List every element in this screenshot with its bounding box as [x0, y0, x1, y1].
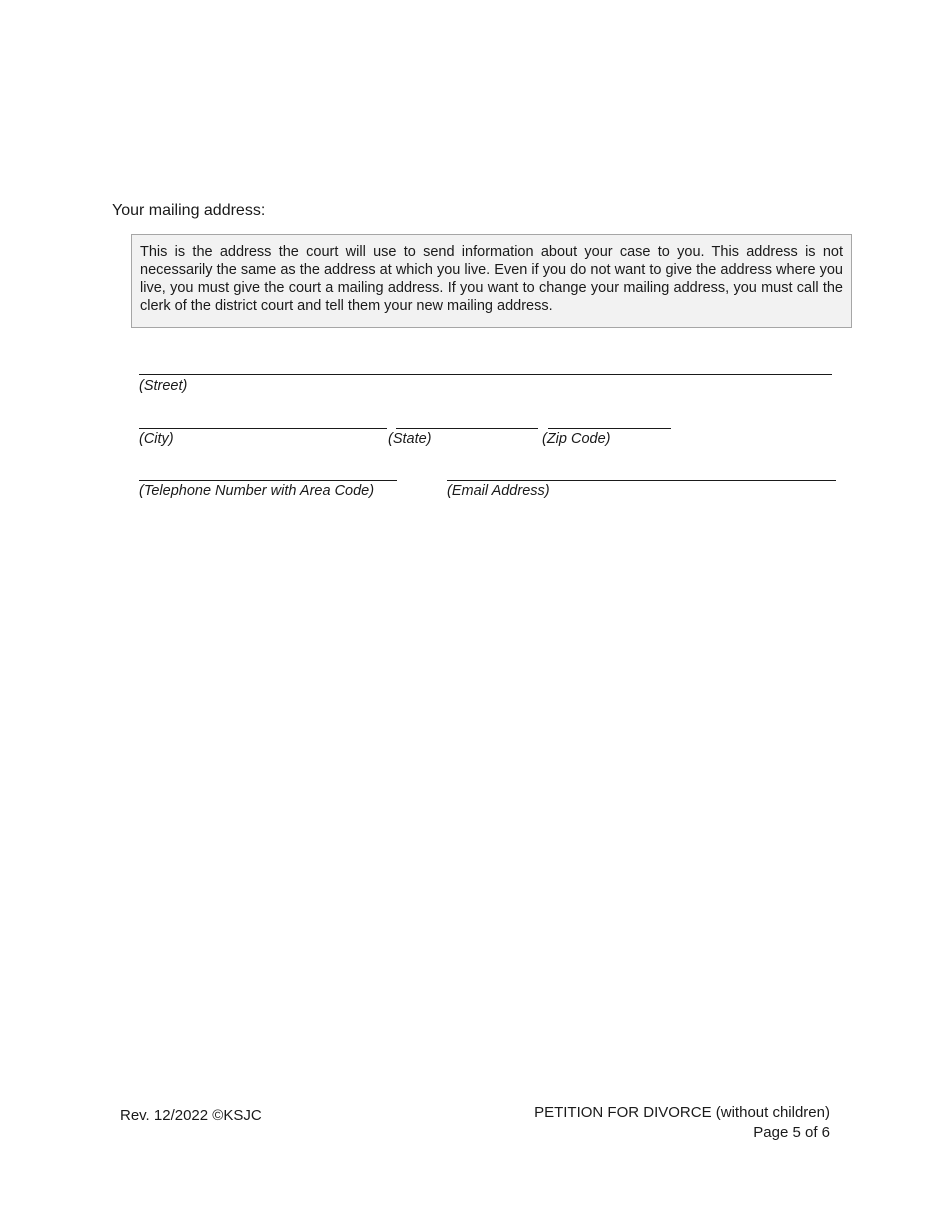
city-label: (City) — [139, 431, 174, 447]
section-heading: Your mailing address: — [112, 202, 266, 219]
street-label: (Street) — [139, 378, 188, 394]
zip-label: (Zip Code) — [542, 431, 611, 447]
city-line[interactable] — [139, 428, 387, 429]
revision-note: Rev. 12/2022 ©KSJC — [120, 1107, 262, 1124]
form-title: PETITION FOR DIVORCE (without children) — [534, 1104, 830, 1121]
email-line[interactable] — [447, 480, 836, 481]
email-label: (Email Address) — [447, 483, 550, 499]
page-number: Page 5 of 6 — [753, 1124, 830, 1141]
info-box: This is the address the court will use to send information about your case to you. This address is not necessarily the same as the address at which you live. Even if you do not want to give the address where you live, you must give the court a mailing address. If you want to change your mailing address, you must call the clerk of the district court and tell them your new mailing address. — [131, 234, 852, 328]
state-line[interactable] — [396, 428, 538, 429]
footer-info — [534, 1103, 830, 1143]
zip-line[interactable] — [548, 428, 671, 429]
phone-label: (Telephone Number with Area Code) — [139, 483, 375, 499]
state-label: (State) — [388, 431, 432, 447]
street-line[interactable] — [139, 374, 832, 375]
phone-line[interactable] — [139, 480, 397, 481]
